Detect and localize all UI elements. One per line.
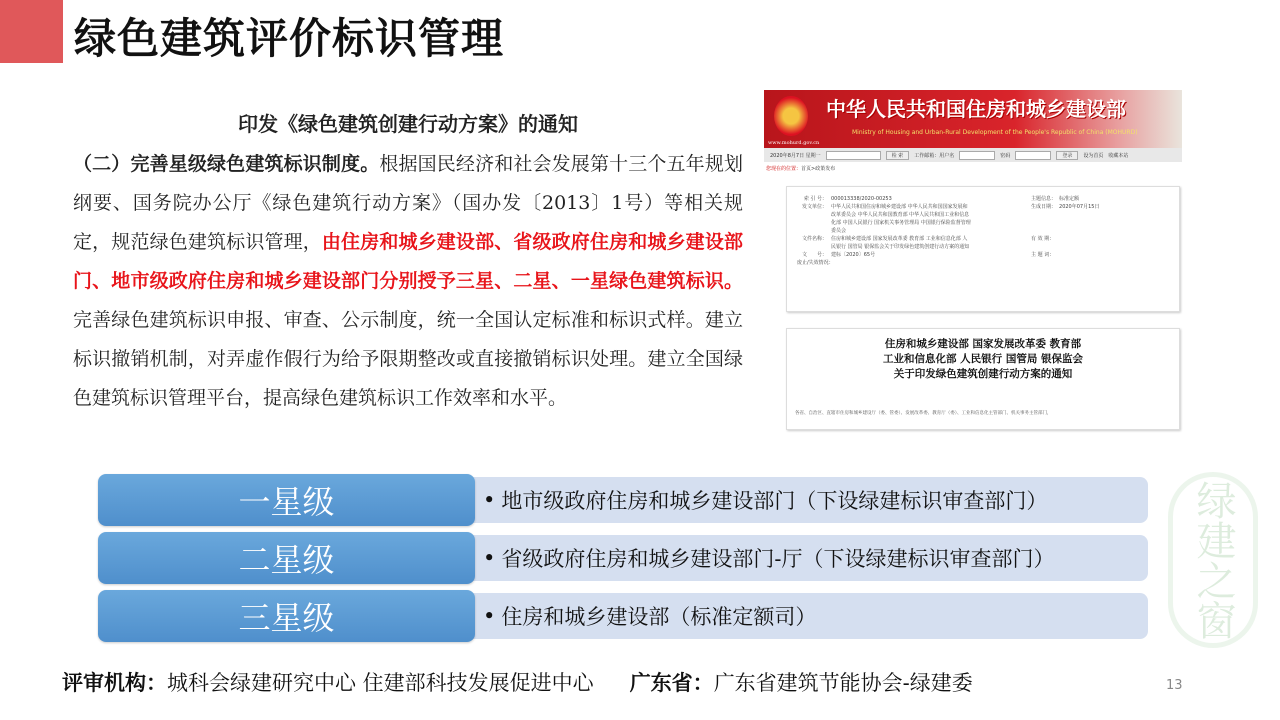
login-button: 登录: [1056, 151, 1078, 160]
doc-line: 住房和城乡建设部 国家发展改革委 教育部: [884, 338, 1082, 350]
meta-key: 索 引 号：: [803, 196, 827, 202]
level-name: 二星级: [98, 532, 475, 584]
notice-title: 印发《绿色建筑创建行动方案》的通知: [238, 112, 578, 136]
meta-value: 2020年07月15日: [1059, 204, 1100, 210]
meta-value: 标准定额: [1059, 196, 1080, 202]
level-authority: [471, 593, 1148, 639]
level-name: 三星级: [98, 590, 475, 642]
guangdong-label: 广东省：: [629, 670, 714, 695]
date-text: 2020年8月7日 星期一: [770, 152, 821, 159]
mail-label: 工作邮箱：用户名: [914, 152, 955, 159]
breadcrumb-label: 您现在的位置：: [766, 166, 802, 172]
level-row: [98, 590, 1148, 642]
meta-key: 文件名称：: [801, 236, 827, 242]
title-accent-block: [0, 0, 63, 63]
meta-key: 文 号：: [801, 252, 827, 258]
notice-text-2: 完善绿色建筑标识申报、审查、公示制度，统一全国认定标准和标识式样。建立标识撤销机制，对弄虚作假行为给予限期整改或直接撤销标识处理。建立全国绿色建筑标识管理平台，提高绿色建筑标识工作效率和水平。: [73, 309, 743, 409]
document-meta-table: [786, 186, 1180, 312]
doc-line: 工业和信息化部 人民银行 国管局 银保监会: [883, 353, 1083, 365]
star-level-list: [98, 474, 1148, 648]
meta-key: 有 效 期：: [1031, 236, 1055, 242]
level-authority: [471, 535, 1148, 581]
favorite-link: 收藏本站: [1108, 152, 1129, 159]
meta-key: 主 题 词：: [1031, 252, 1055, 258]
page-title: 绿色建筑评价标识管理: [74, 14, 505, 63]
meta-value: 住房和城乡建设部 国家发展改革委 教育部 工业和信息化部 人民银行 国管局 银保监会关于印发绿色建筑创建行动方案的通知: [831, 236, 970, 250]
level-row: [98, 474, 1148, 526]
site-banner: [764, 90, 1182, 148]
site-breadcrumb: [764, 162, 1182, 178]
level-authority: [471, 477, 1148, 523]
password-input: [1015, 151, 1051, 160]
level-desc: 住房和城乡建设部（标准定额司）: [501, 605, 817, 629]
document-heading: [786, 328, 1180, 430]
meta-value: 中华人民共和国住房和城乡建设部 中华人民共和国国家发展和改革委员会 中华人民共和国教育部 中华人民共和国工业和信息化部 中国人民银行 国家机关事务管理局 中国银行保险监督管理委员会: [831, 204, 971, 234]
set-home-link: 设为首页: [1083, 152, 1104, 159]
guangdong-value: 广东省建筑节能协会-绿建委: [713, 671, 973, 695]
notice-paragraph: [73, 145, 743, 418]
meta-value: 000013338/2020-00253: [831, 196, 892, 202]
site-title-en: Ministry of Housing and Urban-Rural Development of the People's Republic of China (MOHURD): [852, 129, 1138, 136]
doc-line: 关于印发绿色建筑创建行动方案的通知: [893, 368, 1073, 380]
meta-value: 建标〔2020〕65号: [831, 252, 876, 258]
bullet: •: [483, 488, 496, 512]
level-name: 一星级: [98, 474, 475, 526]
site-navbar: [764, 148, 1182, 162]
meta-key: 发文单位：: [801, 204, 827, 210]
doc-salutation: 各省、自治区、直辖市住房和城乡建设厅（委、管委）、发展改革委、教育厅（委）、工业和信息化主管部门、机关事务主管部门，: [795, 411, 1052, 416]
site-url: www.mohurd.gov.cn: [768, 140, 820, 146]
notice-highlight: 由住房和城乡建设部、省级政府住房和城乡建设部门、地市级政府住房和城乡建设部门分别授予三星、二星、一星绿色建筑标识。: [73, 231, 743, 292]
review-label: 评审机构：: [62, 670, 167, 695]
level-row: [98, 532, 1148, 584]
meta-key: 废止/失效情况：: [797, 260, 834, 266]
notice-lead: （二）完善星级绿色建筑标识制度。: [73, 153, 380, 175]
page-number: 13: [1166, 678, 1183, 693]
site-title: 中华人民共和国住房和城乡建设部: [826, 97, 1126, 121]
review-value: 城科会绿建研究中心 住建部科技发展促进中心: [167, 671, 594, 695]
level-desc: 地市级政府住房和城乡建设部门（下设绿建标识审查部门）: [501, 489, 1048, 513]
username-input: [959, 151, 995, 160]
breadcrumb-path: 首页>政策发布: [801, 166, 836, 172]
notice-text-1: 根据国民经济和社会发展第十三个五年规划纲要、国务院办公厅《绿色建筑行动方案》（国办发〔2013〕1号）等相关规定，规范绿色建筑标识管理，: [73, 153, 743, 253]
meta-key: 主题信息：: [1031, 196, 1057, 202]
ministry-website-screenshot: [764, 90, 1182, 430]
footer-note: [62, 667, 973, 697]
watermark: 绿建之窗: [1168, 472, 1258, 648]
search-input: [826, 151, 881, 160]
bullet: •: [483, 604, 496, 628]
meta-key: 生成日期：: [1031, 204, 1057, 210]
search-button: 检 索: [886, 151, 910, 160]
password-label: 密码: [1000, 152, 1011, 159]
bullet: •: [483, 546, 496, 570]
level-desc: 省级政府住房和城乡建设部门-厅（下设绿建标识审查部门）: [501, 547, 1055, 571]
national-emblem-icon: [774, 96, 808, 136]
